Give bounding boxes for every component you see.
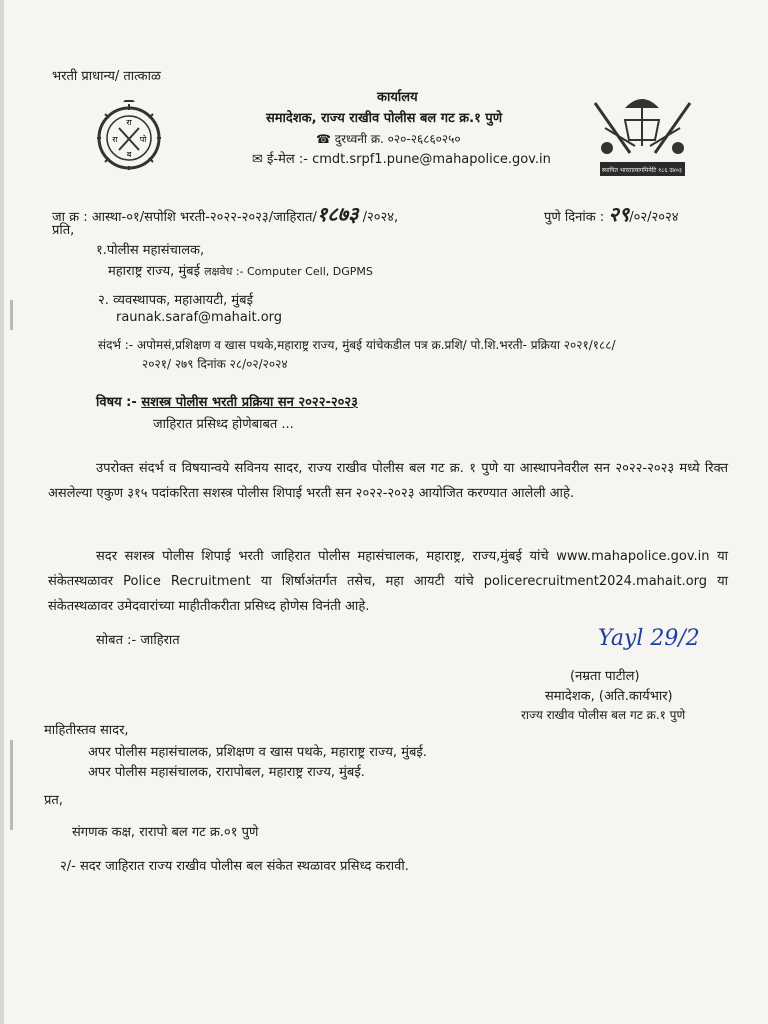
right-emblem [585, 88, 700, 183]
signatory-designation: समादेशक, (अति.कार्यभार) [545, 689, 673, 704]
reference-line-1: संदर्भ :- अपोमसं,प्रशिक्षण व खास पथके,महाराष्ट्र राज्य, मुंबई यांचेकडील पत्र क्र.प्रशि/ पो.शि.भरती- प्रक्रिया २०२१/१८८/ [98, 338, 616, 352]
recipient-2-title: २. व्यवस्थापक, महाआयटी, मुंबई [98, 293, 253, 308]
org-title: समादेशक, राज्य राखीव पोलीस बल गट क्र.१ पुणे [266, 111, 503, 126]
scan-mark [10, 300, 13, 330]
priority-label: भरती प्राधान्य/ तात्काळ [52, 69, 161, 84]
signatory-unit: राज्य राखीव पोलीस बल गट क्र.१ पुणे [521, 708, 686, 722]
signatory-name: (नम्रता पाटील) [570, 669, 640, 684]
prati-label: प्रति, [52, 223, 75, 238]
reference-prefix: जा क्र : आस्था-०१/सपोशि भरती-२०२२-२०२३/जाहिरात/ [52, 210, 317, 225]
handwritten-day: २९ [608, 202, 630, 226]
body-paragraph-1: उपरोक्त संदर्भ व विषयान्वये सविनय सादर, राज्य राखीव पोलीस बल गट क्र. १ पुणे या आस्थापनेवरील सन २०२२-२०२३ मध्ये रिक्त असलेल्या एकुण ३१५ पदांकरिता सशस्त्र पोलीस शिपाई भरती सन २०२२-२०२३ आयोजित करण्यात आलेली आहे. [48, 461, 728, 501]
crest-ribbon-text: स्थापित भारतात्यागमिनेटि १८६ उ४०३ [601, 167, 683, 174]
phone-line [316, 130, 461, 147]
scan-edge [0, 0, 4, 1024]
seal-letter: रा [112, 135, 118, 144]
reference-handwritten-number: १८७३ [316, 202, 359, 226]
subject-label: विषय :- [96, 395, 137, 410]
envelope-icon: ✉ [252, 152, 263, 167]
seal-letter: रा [126, 118, 132, 127]
reference-year: /२०२४, [362, 210, 399, 225]
recipient-1-attention: लक्षवेध :- Computer Cell, DGPMS [204, 265, 373, 278]
letter-date [544, 200, 679, 227]
police-emblem-icon [93, 100, 165, 172]
recipient-2-email: raunak.saraf@mahait.org [116, 310, 283, 325]
seal-letter: ब [126, 150, 132, 159]
recipient-1-title: १.पोलीस महासंचालक, [96, 243, 205, 258]
copy-recipient-2: अपर पोलीस महासंचालक, रारापोबल, महाराष्ट्र राज्य, मुंबई. [88, 765, 365, 780]
date-label: पुणे दिनांक : [544, 210, 605, 225]
recipient-1-place: महाराष्ट्र राज्य, मुंबई लक्षवेध :- Computer Cell, DGPMS [108, 264, 373, 279]
body-paragraph-2: सदर सशस्त्र पोलीस शिपाई भरती जाहिरात पोलीस महासंचालक, महाराष्ट्र, राज्य,मुंबई यांचे www.mahapolice.gov.in या संकेतस्थळावर Police Recruitment या शिर्षाअंतर्गत तसेच, महा आयटी यांचे policerecruitment2024.mahait.org या संकेतस्थळावर उमेदवारांच्या माहीतीकरीता प्रसिध्द होणेस विनंती आहे. [48, 549, 728, 614]
email-address: cmdt.srpf1.pune@mahapolice.gov.in [312, 152, 551, 167]
telephone-icon: ☎ [316, 132, 331, 146]
subject-text: सशस्त्र पोलीस भरती प्रक्रिया सन २०२२-२०२३ [141, 395, 358, 410]
reference-line-2: २०२१/ २७९ दिनांक २८/०२/२०२४ [142, 357, 288, 371]
srpf-crest-icon [585, 88, 700, 183]
subject-line-2: जाहिरात प्रसिध्द होणेबाबत ... [153, 417, 294, 432]
scan-mark [10, 740, 13, 830]
copy-recipient-3: संगणक कक्ष, रारापो बल गट क्र.०१ पुणे [72, 825, 259, 840]
copy-instruction: २/- सदर जाहिरात राज्य राखीव पोलीस बल संकेत स्थळावर प्रसिध्द करावी. [60, 859, 409, 874]
seal-letter: पो [139, 135, 147, 144]
subject-line [96, 392, 358, 410]
enclosure-line: सोबत :- जाहिरात [96, 633, 180, 648]
information-label: माहितीस्तव सादर, [44, 723, 129, 738]
left-seal [93, 100, 165, 172]
reference-number [52, 200, 398, 227]
phone-number: दुरध्वनी क्र. ०२०-२६८६०२५० [334, 132, 461, 146]
email-label: ई-मेल :- [267, 152, 308, 167]
office-label: कार्यालय [377, 90, 418, 105]
date-month-year: /०२/२०२४ [629, 210, 679, 225]
copy-label: प्रत, [44, 793, 63, 808]
email-line [252, 149, 551, 167]
signature-scribble: Yayl 29/2 [598, 626, 700, 651]
copy-recipient-1: अपर पोलीस महासंचालक, प्रशिक्षण व खास पथके, महाराष्ट्र राज्य, मुंबई. [88, 745, 427, 760]
